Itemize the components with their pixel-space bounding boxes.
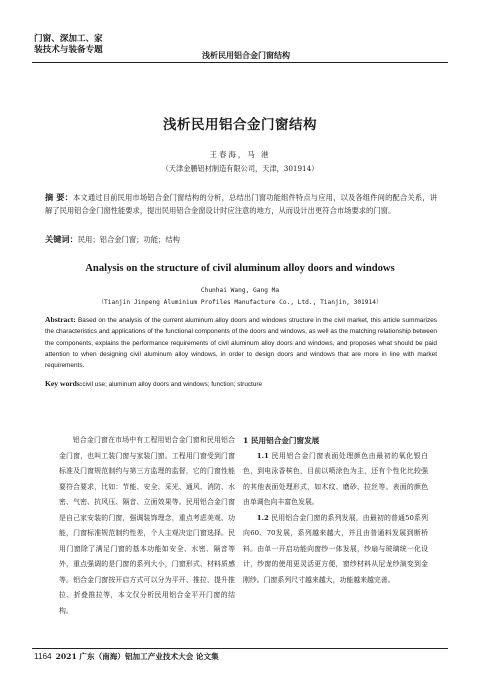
- subsection-1-2-number: 1.2: [256, 513, 269, 522]
- page-footer: [34, 651, 219, 662]
- body-column-right: [243, 433, 428, 588]
- subsection-1-1-text: 民用铝合金门窗表面处理颜色由最初的氧化银白色，到电泳香槟色，目前以喷涂色为主，还有个性化比较强的其他表面处理形式，如木纹、磨砂、拉丝等。表面的颜色由单调色向丰富色发展。: [243, 451, 428, 506]
- affiliation-cn: （天津金鹏铝材制造有限公司，天津，301914）: [161, 164, 319, 173]
- subsection-1-1-number: 1.1: [256, 451, 269, 460]
- page-number: 1164: [34, 652, 52, 661]
- paper-title-cn: 浅析民用铝合金门窗结构: [163, 117, 317, 133]
- running-title: 浅析民用铝合金门窗结构: [202, 50, 290, 60]
- affiliation-en: （Tianjin Jinpeng Aluminium Profiles Manufacture Co., Ltd., Tianjin, 301914）: [97, 299, 383, 306]
- authors-en: Chunhai Wang, Gang Ma: [200, 287, 280, 294]
- intro-paragraph: 铝合金门窗在市场中有工程用铝合金门窗和民用铝合金门窗，也叫工装门窗与家装门窗。工程用门窗受到门窗标准及门窗规范制约与第三方监理的监督，它的门窗性能要符合要求，比如：节能、安全、采光、通风、消防、水密、气密、抗风压、隔音、立面效果等。民用铝合金门窗是自己家安装的门窗，强调装饰理念，重点考虑美观、功能，门窗标准规范制约性差，个人主观决定门窗选择。民用门窗除了满足门窗的基本功能如安全、水密、隔音等外，重点强调的是门窗的系列大小，门窗形式、材料质感等。铝合金门窗按开启方式可以分为平开、推拉、提升推拉、折叠推拉等，本文仅分析民用铝合金平开门窗的结构。: [59, 436, 235, 615]
- abstract-cn: [45, 191, 437, 217]
- subsection-1-2-text: 民用铝合金门窗的系列发展，由最初的普通50系列向60、70发展，系列越来越大，并且由普通料发展到断桥料。由单一开启功能向窗纱一体发展，纱扇与玻璃统一化设计，纱窗的使用更灵活更方便，窗纱材料从尼龙纱演变到金刚纱。门窗系列尺寸越来越大，功能越来越完善。: [243, 513, 428, 584]
- keywords-cn-label: 关键词：: [45, 234, 78, 244]
- abstract-en-text: Based on the analysis of the current aluminum alloy doors and windows structure in the civil market, this article summarizes the characteristics and applications of the functional components of the doors and windows, as well as the matching relationship between the components, explains the performance requirements of civil aluminum alloy doors and windows, and proposes what should be paid attention to when designing civil aluminum alloy windows, in order to design doors and windows that are more in line with market requirements.: [45, 317, 437, 370]
- paper-title-en: Analysis on the structure of civil aluminum alloy doors and windows: [85, 263, 395, 274]
- subsection-1-2: [243, 511, 428, 589]
- section-1-heading: 1 民用铝合金门窗发展: [243, 436, 320, 445]
- keywords-cn-text: 民用；铝合金门窗；功能；结构: [77, 235, 180, 244]
- abstract-en: [45, 314, 437, 371]
- keywords-en: [45, 379, 437, 388]
- keywords-en-text: civil use; aluminum alloy doors and windows; function; structure: [82, 381, 263, 388]
- journal-section-line1: 门窗、深加工、家: [34, 34, 103, 44]
- footer-proceedings-title: 2021 广东（南海）铝加工产业技术大会 论文集: [55, 652, 219, 661]
- authors-cn: 王春海，马 港: [209, 150, 271, 159]
- abstract-en-label: Abstract:: [45, 315, 76, 324]
- keywords-cn: [45, 234, 437, 245]
- body-column-left: [59, 433, 235, 619]
- journal-section-label: [34, 34, 103, 56]
- header-rule: [32, 62, 448, 63]
- footer-rule: [32, 648, 448, 649]
- abstract-cn-text: 本文通过目前民用市场铝合金门窗结构的分析，总结出门窗功能组件特点与应用，以及各组件间的配合关系，讲解了民用铝合金门窗性能要求，提出民用铝合金窗设计时应注意的地方，从而设计出更符合市场要求的门窗。: [45, 193, 438, 216]
- journal-section-line2: 装技术与装备专题: [34, 45, 103, 55]
- subsection-1-1: [243, 449, 428, 511]
- abstract-cn-label: 摘 要：: [45, 192, 73, 202]
- keywords-en-label: Key words:: [45, 379, 83, 388]
